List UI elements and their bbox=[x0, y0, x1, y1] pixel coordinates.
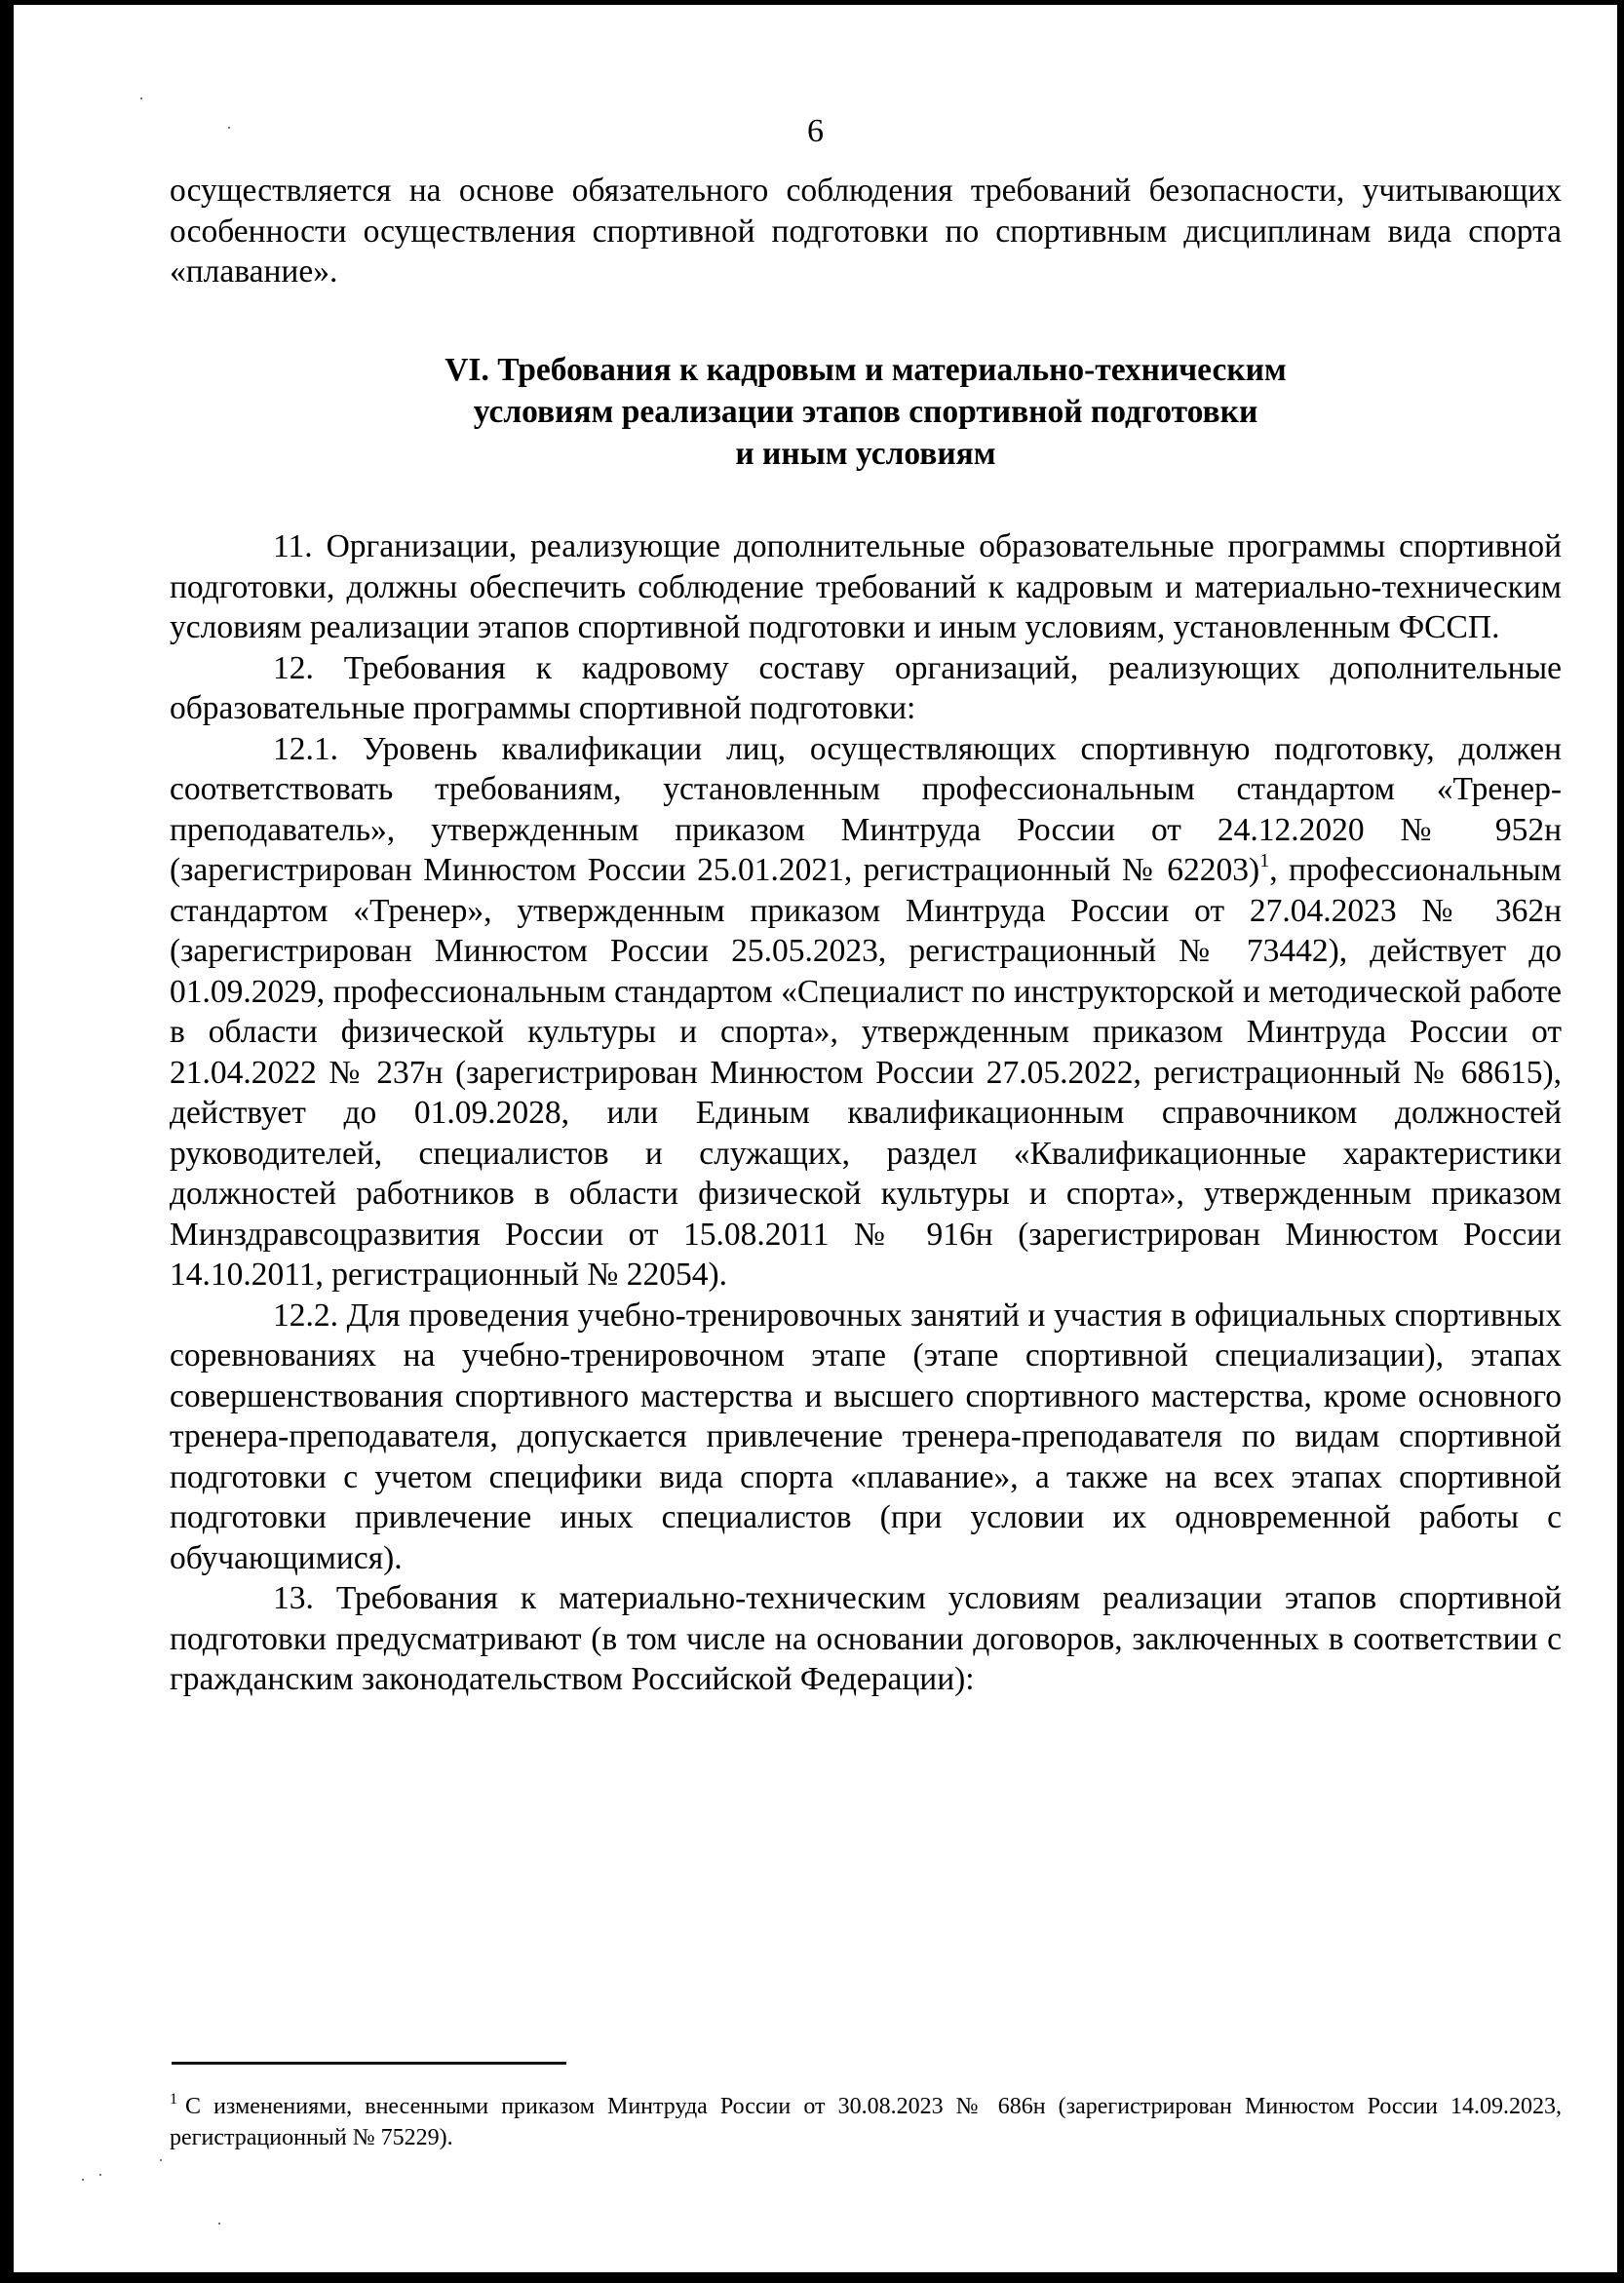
paragraph-12-2: 12.2. Для проведения учебно-тренировочных занятий и участия в официальных спортивных соревнованиях на учебно-тренировочном этапе (этапе спортивной специализации), этапах совершенствования спортивного мастерства и высшего спортивного мастерства, кроме основного тренера-преподавателя, допускается привлечение тренера-преподавателя по видам спортивной подготовки с учетом специфики вида спорта «плавание», а также на всех этапах спортивной подготовки привлечение иных специалистов (при условии их одновременной работы с обучающимися). bbox=[170, 1296, 1562, 1576]
main-body bbox=[170, 526, 1562, 1700]
intro-paragraph-block bbox=[170, 171, 1562, 292]
page-number: 6 bbox=[807, 113, 824, 149]
section-heading-line-3: и иным условиям bbox=[735, 436, 996, 472]
scan-speck bbox=[218, 2223, 220, 2225]
document-page bbox=[14, 5, 1617, 2272]
scan-speck bbox=[160, 2159, 162, 2161]
section-heading-line-1: VI. Требования к кадровым и материально-техническим bbox=[445, 352, 1287, 388]
paragraph-12-1 bbox=[170, 729, 1562, 1296]
footnote-divider bbox=[172, 2062, 566, 2065]
paragraph-13: 13. Требования к материально-техническим условиям реализации этапов спортивной подготовки предусматривают (в том числе на основании договоров, заключенных в соответствии с гражданским законодательством Российской Федерации): bbox=[170, 1580, 1562, 1697]
section-heading-line-2: условиям реализации этапов спортивной подготовки bbox=[473, 394, 1258, 430]
section-heading bbox=[170, 349, 1562, 475]
paragraph-12-1-part-2: , профессиональным стандартом «Тренер», утвержденным приказом Минтруда России от 27.04.2023 № 362н (зарегистрирован Минюстом России 25.05.2023, регистрационный № 73442), действует до 01.09.2029, профессиональным стандартом «Специалист по инструкторской и методической работе в области физической культуры и спорта», утвержденным приказом Минтруда России от 21.04.2022 № 237н (зарегистрирован Минюстом России 27.05.2022, регистрационный № 68615), действует до 01.09.2028, или Единым квалификационным справочником должностей руководителей, специалистов и служащих, раздел «Квалификационные характеристики должностей работников в области физической культуры и спорта», утвержденным приказом Минздравсоцразвития России от 15.08.2011 № 916н (зарегистрирован Минюстом России 14.10.2011, регистрационный № 22054). bbox=[170, 852, 1562, 1293]
footnote-text: С изменениями, внесенными приказом Минтруда России от 30.08.2023 № 686н (зарегистрирован Минюстом России 14.09.2023, регистрационный № 75229). bbox=[170, 2094, 1562, 2150]
paragraph-12: 12. Требования к кадровому составу организаций, реализующих дополнительные образовательные программы спортивной подготовки: bbox=[170, 649, 1562, 726]
paragraph-12-1-part-1: 12.1. Уровень квалификации лиц, осуществляющих спортивную подготовку, должен соответствовать требованиям, установленным профессиональным стандартом «Тренер-преподаватель», утвержденным приказом Минтруда России от 24.12.2020 № 952н (зарегистрирован Минюстом России 25.01.2021, регистрационный № 62203) bbox=[170, 730, 1562, 888]
footnote-marker: 1 bbox=[170, 2091, 177, 2108]
intro-paragraph: осуществляется на основе обязательного соблюдения требований безопасности, учитывающих особенности осуществления спортивной подготовки по спортивным дисциплинам вида спорта «плавание». bbox=[170, 173, 1562, 290]
scan-speck bbox=[99, 2174, 101, 2176]
scan-speck bbox=[140, 97, 142, 99]
footnote-reference[interactable]: 1 bbox=[1259, 850, 1270, 871]
footnote bbox=[170, 2091, 1562, 2153]
scan-speck bbox=[82, 2179, 84, 2181]
paragraph-11: 11. Организации, реализующие дополнительные образовательные программы спортивной подготовки, должны обеспечить соблюдение требований к кадровым и материально-техническим условиям реализации этапов спортивной подготовки и иным условиям, установленным ФССП. bbox=[170, 528, 1562, 645]
scan-speck bbox=[228, 127, 230, 129]
